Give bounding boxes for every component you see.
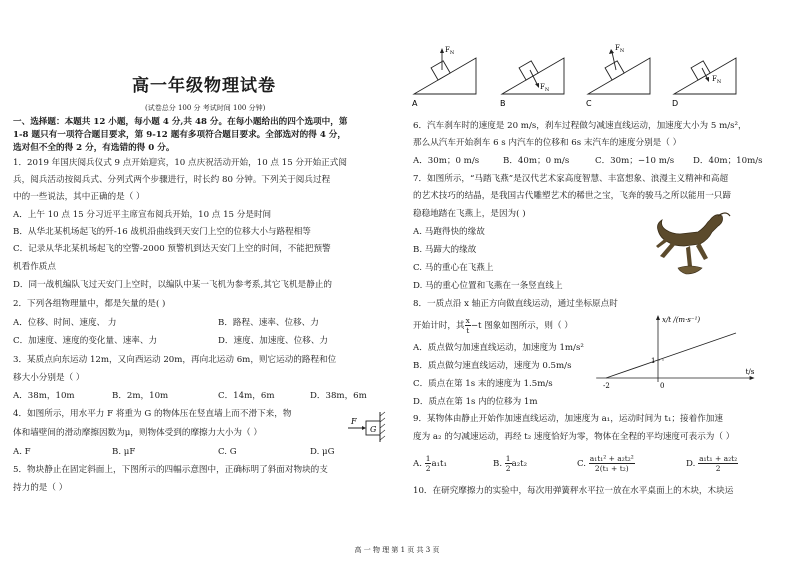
x-axis-arrow-icon	[750, 376, 755, 380]
q7-stem-line: 的艺术技巧的结晶，是我国古代雕塑艺术的稀世之宝，飞奔的骏马之所以能用一只蹄	[413, 191, 731, 201]
q1-option-b: B．从华北某机场起飞的歼-16 战机沿曲线到天安门上空的位移大小与路程相等	[13, 227, 311, 237]
q8-xt-graph	[603, 306, 768, 392]
section-heading-line: 一、选择题：本题共 12 小题，每小题 4 分,共 48 分。在每小题给出的四个选项中，第	[13, 117, 348, 127]
q8-stem-line	[413, 316, 573, 335]
q9-stem-line: 9．某物体由静止开始作加速直线运动，加速度为 a₁，运动时间为 t₁；接着作加速	[413, 414, 723, 424]
q3-stem-line: 3．某质点向东运动 12m，又向西运动 20m，再向北运动 6m，则它运动的路程和位	[13, 355, 337, 365]
q4-option-d: D. μG	[310, 447, 335, 457]
fraction-denominator: 2	[425, 464, 431, 473]
q8-option-d: D．质点在第 1s 内的位移为 1m	[413, 397, 538, 407]
section-heading-line: 1-8 题只有一项符合题目要求，第 9-12 题有多项符合题目要求。全部选对的得 4 分，	[13, 130, 346, 140]
q6-option-c: C．30m；−10 m/s	[595, 156, 675, 166]
block	[519, 61, 538, 80]
force-label: F	[351, 417, 357, 426]
option-label: C.	[577, 459, 587, 469]
q8-option-c: C．质点在第 1s 末的速度为 1.5m/s	[413, 379, 553, 389]
arrow-head-icon	[362, 426, 366, 430]
q3-stem-line: 移大小分别是（ ）	[13, 373, 85, 383]
fraction	[698, 454, 738, 473]
y-axis-arrow-icon	[656, 315, 660, 320]
fraction	[589, 454, 635, 473]
q4-wall-figure	[342, 412, 388, 442]
q2-stem: 2．下列各组物理量中，都是矢量的是( )	[13, 299, 166, 309]
figure-label: C	[586, 99, 592, 108]
q5-stem-line: 持力的是（ ）	[13, 483, 68, 493]
q1-option-c-cont: 机看作质点	[13, 262, 56, 272]
q7-stem-line: 稳稳地踏在飞燕上，是因为( )	[413, 209, 526, 219]
q2-option-c: C．加速度、速度的变化量、速率、力	[13, 336, 158, 346]
fraction-denominator: 2	[505, 464, 511, 473]
q10-stem-line: 10．在研究摩擦力的实验中，每次用弹簧秤水平拉一放在水平桌面上的木块，木块运	[413, 486, 734, 496]
tick-label-x: -2	[603, 382, 610, 390]
q1-option-a: A．上午 10 点 15 分习近平主席宣布阅兵开始，10 点 15 分是时间	[13, 210, 272, 220]
q8-stem-line: 8．一质点沿 x 轴正方向做直线运动，通过坐标原点时	[413, 299, 618, 309]
arrow-head-icon	[609, 49, 614, 54]
q5-figure-a	[412, 42, 482, 108]
q7-stem-line: 7．如图所示，“马踏飞燕”是汉代艺术家高度智慧、丰富想象、浪漫主义精神和高超	[413, 174, 729, 184]
figure-label: D	[672, 99, 679, 108]
figure-label: A	[412, 99, 418, 108]
horse-leg	[686, 246, 692, 268]
fraction-denominator: 2	[715, 464, 721, 473]
force-label: $F_N$	[540, 83, 550, 93]
q1-option-d: D．同一战机编队飞过天安门上空时，以编队中某一飞机为参考系,其它飞机是静止的	[13, 280, 332, 290]
q6-stem-line: 6．汽车刹车时的速度是 20 m/s，刹车过程做匀减速直线运动，加速度大小为 5 m/s²，	[413, 121, 747, 131]
exam-meta: (试卷总分 100 分 考试时间 100 分钟)	[145, 104, 266, 112]
q9-option-d	[686, 454, 738, 473]
q1-option-c: C．记录从华北某机场起飞的空警-2000 预警机到达天安门上空的时间，不能把预警	[13, 244, 331, 254]
q4-option-c: C. G	[218, 447, 237, 457]
q9-option-c	[577, 454, 635, 473]
option-tail: a₂t₂	[511, 459, 528, 469]
figure-label: B	[500, 99, 506, 108]
q8-option-a: A．质点做匀加速直线运动，加速度为 1m/s²	[413, 343, 584, 353]
block	[431, 61, 450, 80]
horse-leg	[696, 243, 708, 260]
arrow-head-icon	[705, 77, 709, 82]
q1-stem-line: 兵，阅兵活动按阅兵式、分列式两个步骤进行，时长约 80 分钟。下列关于阅兵过程	[13, 175, 331, 185]
q6-stem-line: 那么从汽车开始刹车 6 s 内汽车的位移和 6s 末汽车的速度分别是（ ）	[413, 138, 682, 148]
fraction-numerator: a₁t₁² + a₂t₂²	[589, 454, 634, 463]
q8-option-b: B．质点做匀速直线运动，速度为 0.5m/s	[413, 361, 572, 371]
q4-stem-line: 体和墙壁间的滑动摩擦因数为μ，则物体受到的摩擦力大小为（ ）	[13, 428, 262, 438]
fraction-denominator: 2(t₁ + t₂)	[594, 464, 629, 473]
q4-option-b: B. μF	[112, 447, 136, 457]
q9-option-a	[413, 454, 447, 473]
series-line	[606, 333, 736, 378]
force-label: $F_N$	[445, 46, 455, 56]
page-footer: 高 一 物 理 第 1 页 共 3 页	[354, 546, 440, 554]
fraction-numerator: x	[465, 316, 470, 325]
q6-option-d: D．40m；10m/s	[693, 156, 763, 166]
y-axis-label: x/t /(m·s⁻¹)	[662, 316, 701, 324]
fraction-numerator: a₁t₁ + a₂t₂	[699, 454, 738, 463]
fraction-denominator: t	[466, 326, 470, 335]
q2-option-a: A．位移、时间、速度、 力	[13, 318, 117, 328]
option-label: D.	[686, 459, 696, 469]
force-label: $F_N$	[712, 75, 722, 85]
q7-option-c: C. 马的重心在飞燕上	[413, 263, 494, 273]
wall-hatch	[380, 412, 385, 440]
q7-option-a: A. 马跑得快的缘故	[413, 227, 485, 237]
option-label: B.	[493, 459, 503, 469]
q1-stem-line: 1．2019 年国庆阅兵仪式 9 点开始迎宾，10 点庆祝活动开始，10 点 15 分开始正式阅	[13, 158, 347, 168]
arrow-head-icon	[535, 83, 539, 88]
section-heading-line: 选对但不全的得 2 分，有选错的得 0 分。	[13, 143, 175, 153]
tick-label-origin: 0	[660, 382, 665, 390]
q2-option-b: B．路程、速率、位移、力	[218, 318, 319, 328]
page-title: 高一年级物理试卷	[132, 76, 276, 96]
galloping-horse-sculpture-image	[650, 206, 746, 288]
swallow	[678, 266, 702, 274]
weight-label: G	[370, 425, 377, 434]
fraction-numerator: 1	[505, 454, 511, 463]
q6-option-b: B．40m；0 m/s	[503, 156, 570, 166]
q8-stem-text: −t 图象如图所示，则（ ）	[470, 321, 573, 331]
q7-option-b: B. 马蹄大的缘故	[413, 245, 477, 255]
q4-stem-line: 4．如图所示，用水平力 F 将重为 G 的物体压在竖直墙上而不滑下来，物	[13, 409, 292, 419]
q6-option-a: A．30m；0 m/s	[413, 156, 480, 166]
q3-option-c: C．14m，6m	[218, 391, 275, 401]
arrow-head-icon	[440, 48, 444, 53]
q2-option-d: D．速度、加速度、位移、力	[218, 336, 329, 346]
q5-figure-c	[586, 42, 658, 108]
q9-option-b	[493, 454, 527, 473]
q4-option-a: A. F	[13, 447, 31, 457]
q5-figure-b	[500, 42, 572, 108]
q5-figure-d	[672, 42, 748, 108]
q1-stem-line: 中的一些说法，其中正确的是（ ）	[13, 192, 145, 202]
fraction-numerator: 1	[425, 454, 431, 463]
x-axis-label: t/s	[745, 368, 755, 376]
q9-stem-line: 度为 a₂ 的匀减速运动，再经 t₂ 速度恰好为零，物体在全程的平均速度可表示为（ ）	[413, 432, 735, 442]
q3-option-a: A．38m，10m	[13, 391, 75, 401]
q3-option-d: D．38m，6m	[310, 391, 367, 401]
fraction	[505, 454, 512, 473]
tick-label-y: 1	[651, 357, 656, 365]
option-tail: a₁t₁	[431, 459, 447, 469]
q7-option-d: D. 马的重心位置和飞燕在一条竖直线上	[413, 281, 563, 291]
q8-stem-text: 开始计时，其	[413, 321, 465, 331]
force-label: $F_N$	[615, 44, 625, 54]
q3-option-b: B．2m，10m	[112, 391, 169, 401]
option-label: A.	[413, 459, 422, 469]
q5-stem-line: 5．物块静止在固定斜面上，下图所示的四幅示意图中，正确标明了斜面对物块的支	[13, 465, 328, 475]
block	[691, 61, 710, 80]
